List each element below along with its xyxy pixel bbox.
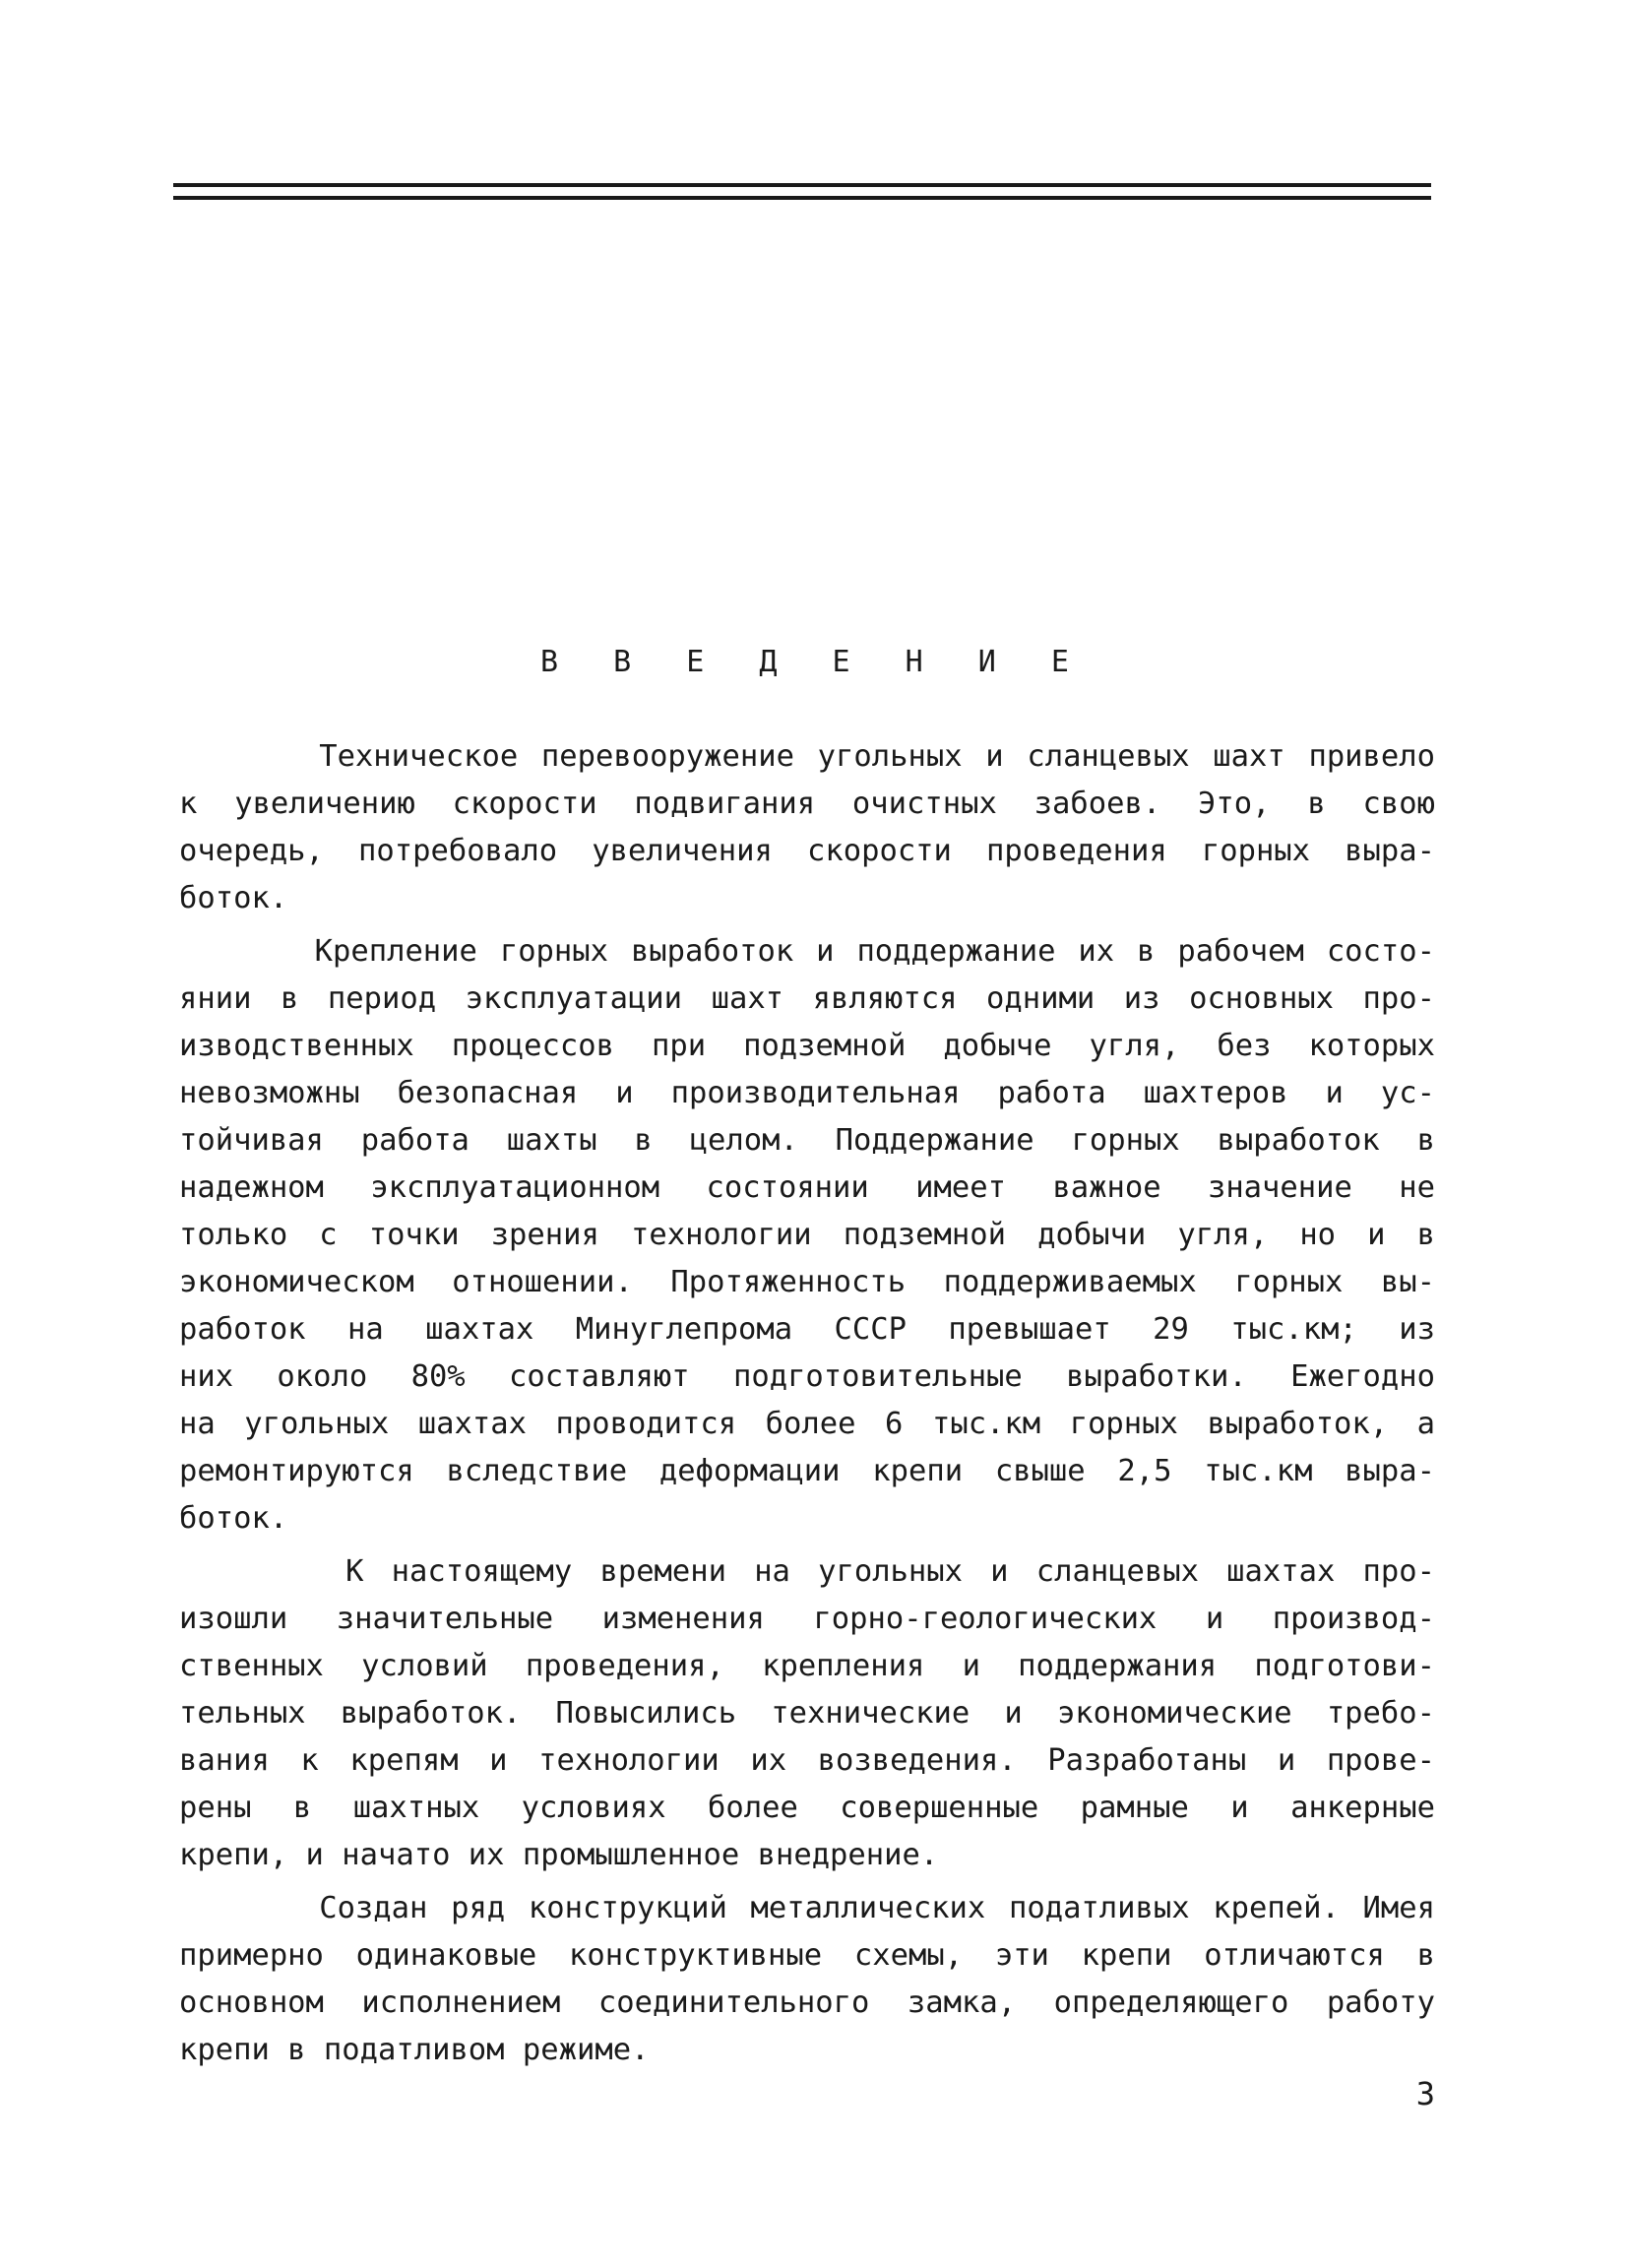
text-line: изводственных процессов при подземной добыче угля, без которых [179, 1029, 1435, 1063]
text-line: янии в период эксплуатации шахт являются одними из основных про- [179, 981, 1435, 1016]
top-rule-thin [173, 196, 1431, 200]
text-line: на угольных шахтах проводится более 6 тыс.км горных выработок, а [179, 1407, 1435, 1441]
text-line: крепи в податливом режиме. [179, 2033, 650, 2067]
text-line: вания к крепям и технологии их возведения. Разработаны и прове- [179, 1743, 1435, 1778]
text-line: ремонтируются вследствие деформации крепи свыше 2,5 тыс.км выра- [179, 1454, 1435, 1488]
text-line: боток. [179, 881, 288, 915]
text-line: боток. [179, 1501, 288, 1536]
text-line: изошли значительные изменения горно-геологических и производ- [179, 1602, 1435, 1636]
paragraph [179, 1548, 1435, 1879]
text-line: Техническое перевооружение угольных и сланцевых шахт привело [179, 739, 1435, 774]
text-line: экономическом отношении. Протяженность поддерживаемых горных вы- [179, 1265, 1435, 1299]
text-line: к увеличению скорости подвигания очистных забоев. Это, в свою [179, 787, 1435, 821]
text-line: Создан ряд конструкций металлических податливых крепей. Имея [179, 1891, 1435, 1925]
section-heading: В В Е Д Е Н И Е [540, 645, 1088, 679]
top-rule-thick [173, 183, 1431, 187]
text-line: крепи, и начато их промышленное внедрение. [179, 1838, 939, 1872]
text-line: примерно одинаковые конструктивные схемы, эти крепи отличаются в [179, 1938, 1435, 1973]
text-line: работок на шахтах Минуглепрома СССР превышает 29 тыс.км; из [179, 1312, 1435, 1347]
paragraph [179, 1885, 1435, 2074]
text-line: рены в шахтных условиях более совершенные рамные и анкерные [179, 1791, 1435, 1825]
text-line: К настоящему времени на угольных и сланцевых шахтах про- [179, 1554, 1435, 1589]
text-line: ственных условий проведения, крепления и поддержания подготови- [179, 1649, 1435, 1683]
text-line: невозможны безопасная и производительная работа шахтеров и ус- [179, 1076, 1435, 1110]
paragraph [179, 733, 1435, 922]
text-line: надежном эксплуатационном состоянии имеет важное значение не [179, 1170, 1435, 1205]
text-line: тойчивая работа шахты в целом. Поддержание горных выработок в [179, 1123, 1435, 1158]
text-line: основном исполнением соединительного замка, определяющего работу [179, 1985, 1435, 2020]
text-line: только с точки зрения технологии подземной добычи угля, но и в [179, 1218, 1435, 1252]
paragraph [179, 928, 1435, 1543]
text-line: очередь, потребовало увеличения скорости проведения горных выра- [179, 834, 1435, 868]
page-number: 3 [1415, 2075, 1435, 2112]
text-line: них около 80% составляют подготовительные выработки. Ежегодно [179, 1359, 1435, 1394]
body-text [179, 733, 1435, 2080]
text-line: Крепление горных выработок и поддержание их в рабочем состо- [179, 934, 1435, 969]
text-line: тельных выработок. Повысились технические и экономические требо- [179, 1696, 1435, 1731]
